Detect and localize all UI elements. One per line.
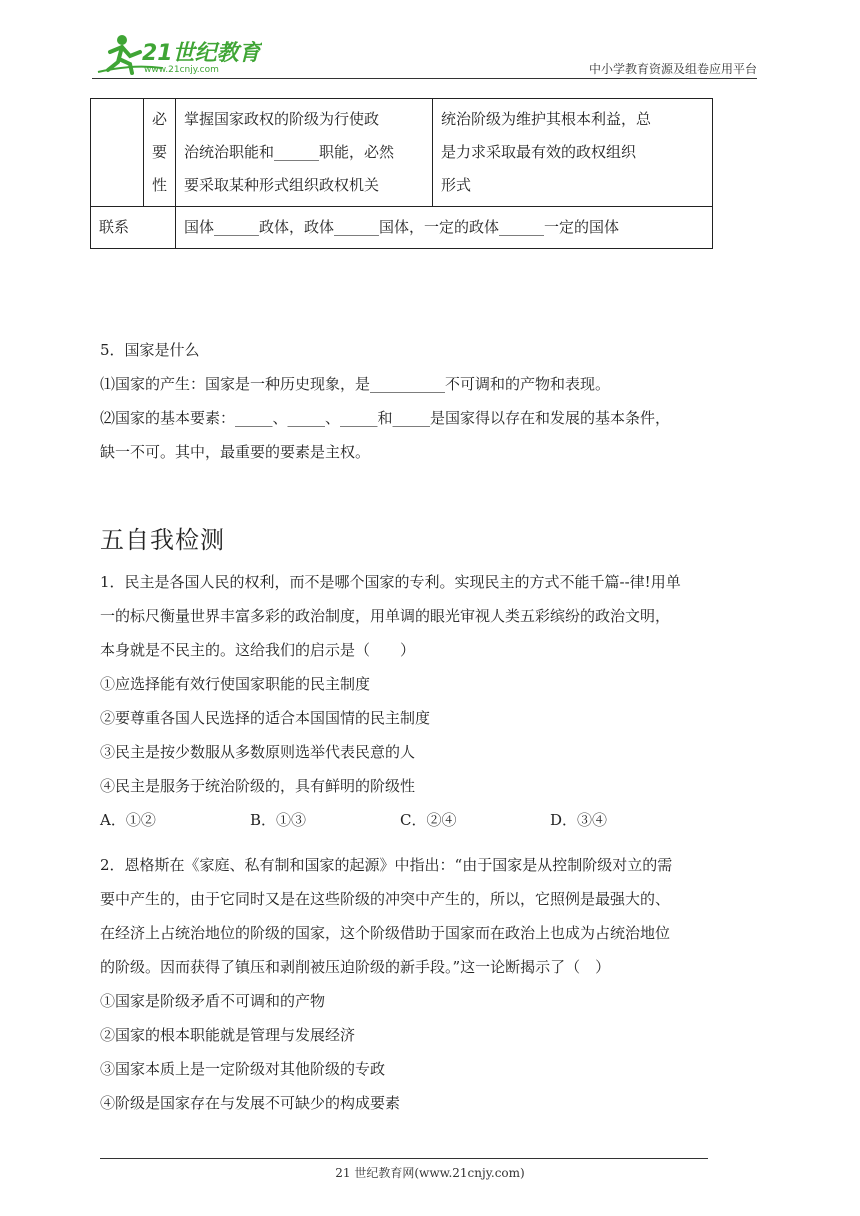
section-5 bbox=[100, 333, 760, 469]
logo-url: www.21cnjy.com bbox=[144, 65, 219, 75]
option-b[interactable]: B．①③ bbox=[250, 811, 307, 829]
question-1 bbox=[100, 565, 760, 837]
question-text: 的阶级。因而获得了镇压和剥削被压迫阶级的新手段。”这一论断揭示了（ ） bbox=[100, 958, 611, 976]
header-divider bbox=[92, 78, 757, 79]
table-cell-necessity bbox=[144, 99, 176, 207]
option-c[interactable]: C．②④ bbox=[400, 811, 457, 829]
statement: ②要尊重各国人民选择的适合本国国情的民主制度 bbox=[100, 709, 431, 727]
table-row bbox=[91, 99, 713, 207]
cell-text: 统治阶级为维护其根本利益，总 bbox=[441, 110, 652, 128]
question-text: 2．恩格斯在《家庭、私有制和国家的起源》中指出：“由于国家是从控制阶级对立的需 bbox=[100, 856, 673, 874]
table-cell-link-text: 国体______政体，政体______国体，一定的政体______一定的国体 bbox=[176, 207, 713, 249]
text-line: 缺一不可。其中，最重要的要素是主权。 bbox=[100, 443, 371, 461]
question-text: 本身就是不民主的。这给我们的启示是（ ） bbox=[100, 641, 416, 659]
question-text: 一的标尺衡量世界丰富多彩的政治制度，用单调的眼光审视人类五彩缤纷的政治文明， bbox=[100, 607, 671, 625]
text-line: ⑴国家的产生：国家是一种历史现象，是__________不可调和的产物和表现。 bbox=[100, 375, 611, 393]
statement: ①国家是阶级矛盾不可调和的产物 bbox=[100, 992, 326, 1010]
cell-text: 要 bbox=[152, 143, 168, 161]
cell-text: 要采取某种形式组织政权机关 bbox=[184, 176, 380, 194]
option-a[interactable]: A．①② bbox=[100, 811, 156, 829]
question-text: 在经济上占统治地位的阶级的国家，这个阶级借助于国家而在政治上也成为占统治地位 bbox=[100, 924, 671, 942]
statement: ②国家的根本职能就是管理与发展经济 bbox=[100, 1026, 356, 1044]
table-cell-nature bbox=[433, 99, 713, 207]
cell-text: 是力求采取最有效的政权组织 bbox=[441, 143, 637, 161]
table-cell-link-label: 联系 bbox=[91, 207, 176, 249]
footer-link[interactable]: 21 世纪教育网(www.21cnjy.com) bbox=[335, 1166, 525, 1180]
cell-text: 性 bbox=[152, 176, 168, 194]
cell-text: 掌握国家政权的阶级为行使政 bbox=[184, 110, 380, 128]
self-check-heading: 五自我检测 bbox=[100, 526, 225, 554]
table-row bbox=[91, 207, 713, 249]
question-text: 要中产生的，由于它同时又是在这些阶级的冲突中产生的，所以，它照例是最强大的、 bbox=[100, 890, 671, 908]
statement: ③国家本质上是一定阶级对其他阶级的专政 bbox=[100, 1060, 386, 1078]
table-cell-empty bbox=[91, 99, 144, 207]
statement: ④民主是服务于统治阶级的，具有鲜明的阶级性 bbox=[100, 777, 416, 795]
table-cell-form bbox=[176, 99, 433, 207]
site-logo[interactable] bbox=[92, 30, 262, 76]
text-line: ⑵国家的基本要素：_____、_____、_____和_____是国家得以存在和发展的基本条件， bbox=[100, 409, 671, 427]
cell-text: 形式 bbox=[441, 176, 472, 194]
statement: ④阶级是国家存在与发展不可缺少的构成要素 bbox=[100, 1094, 401, 1112]
page-header bbox=[92, 30, 757, 80]
comparison-table bbox=[90, 98, 713, 249]
runner-logo-icon bbox=[92, 30, 262, 76]
statement: ③民主是按少数服从多数原则选举代表民意的人 bbox=[100, 743, 416, 761]
question-2 bbox=[100, 848, 760, 1120]
question-text: 1．民主是各国人民的权利，而不是哪个国家的专利。实现民主的方式不能千篇--律!用单 bbox=[100, 573, 681, 591]
cell-text: 必 bbox=[152, 110, 168, 128]
option-d[interactable]: D．③④ bbox=[550, 811, 608, 829]
footer-divider bbox=[100, 1158, 708, 1159]
answer-options bbox=[100, 803, 760, 837]
header-site-name: 中小学教育资源及组卷应用平台 bbox=[588, 62, 757, 76]
statement: ①应选择能有效行使国家职能的民主制度 bbox=[100, 675, 371, 693]
section-title: 5．国家是什么 bbox=[100, 341, 200, 359]
cell-text: 治统治职能和______职能，必然 bbox=[184, 143, 395, 161]
logo-text: 21世纪教育 bbox=[142, 41, 261, 66]
